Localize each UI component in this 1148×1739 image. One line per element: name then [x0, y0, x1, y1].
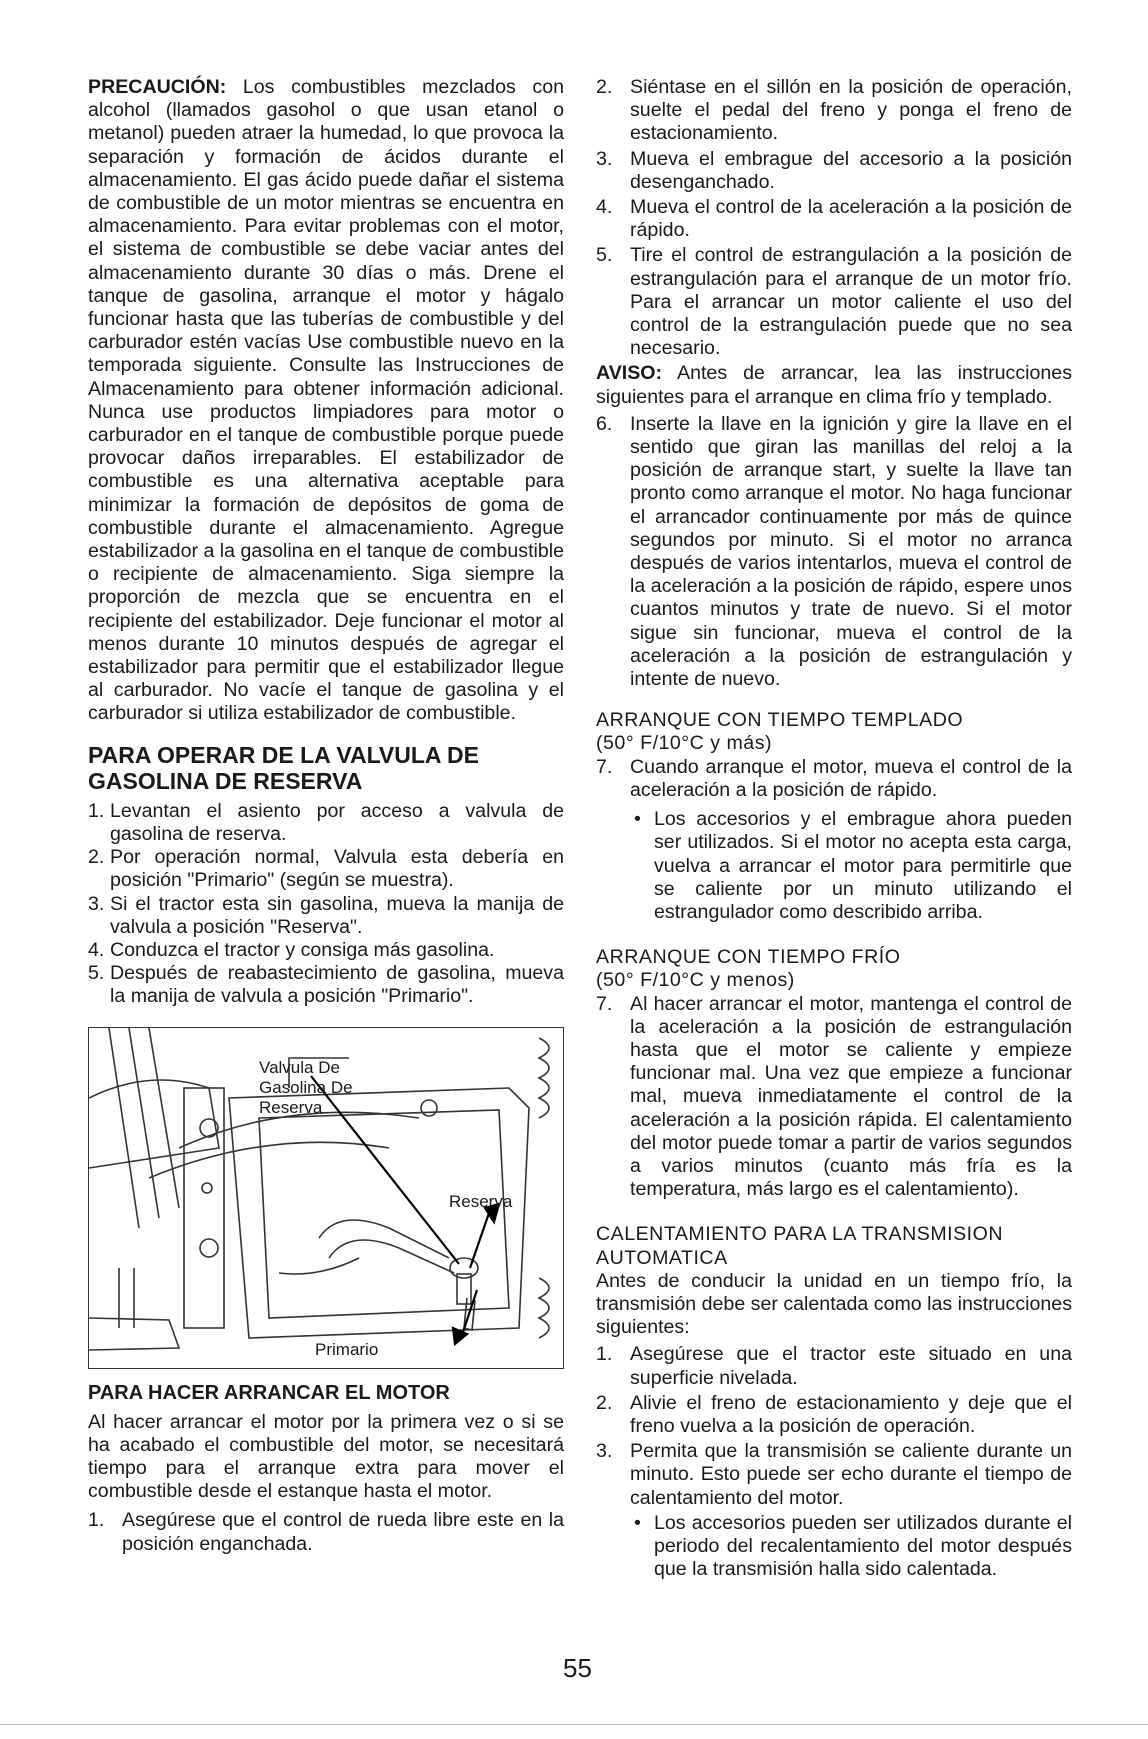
list-item: 5. Después de reabastecimiento de gasolina, mueva la manija de valvula a posición "Primario".	[88, 962, 564, 1008]
notice-text: Antes de arrancar, lea las instrucciones siguientes para el arranque en clima frío y templado.	[596, 362, 1072, 408]
list-item: 1. Levantan el asiento por acceso a valvula de gasolina de reserva.	[88, 799, 564, 845]
caution-text: Los combustibles mezclados con alcohol (llamados gasohol o que usan etanol o metanol) pueden atraer la humedad, lo que provoca la separación y formación de ácidos durante el almacenamiento. El gas ácido puede dañar el sistema de combustible de un motor mientras se encuentra en almacenamiento. Para evitar problemas con el motor, el sistema de combustible se debe vaciar antes del almacenamiento durante 30 días o más. Drene el tanque de gasolina, arranque el motor y hágalo funcionar hasta que las tuberías de combustible y del carburador estén vacías Use combustible nuevo en la temporada siguiente. Consulte las Instrucciones de Almacenamiento para obtener información adicional. Nunca use productos limpiadores para motor o carburador en el tanque de combustible porque puede provocar daños irreparables. El estabilizador de combustible es una alternativa aceptable para minimizar la formación de depósitos de goma de combustible durante el almacenamiento. Agregue estabilizador a la gasolina en el tanque de combustible o recipiente de almacenamiento. Siga siempre la proporción de mezcla que se encuentra en el recipiente del estabilizador. Deje funcionar el motor al menos durante 10 minutos después de agregar el estabilizador para permitir que el estabilizador llegue al carburador. No vacíe el tanque de gasolina y el carburador si utiliza estabilizador de combustible.	[88, 76, 565, 725]
bottom-divider	[0, 1724, 1148, 1725]
reserve-valve-illustration	[88, 1027, 564, 1369]
warm-start-steps	[596, 756, 1072, 802]
list-item: • Los accesorios y el embrague ahora pueden ser utilizados. Si el motor no acepta esta carga, vuelva a arrancar el motor para permitirle que se caliente por un minuto utilizando el estrangulador como describido arriba.	[596, 808, 1072, 924]
right-column	[596, 76, 1072, 1581]
transmission-bullets	[596, 1512, 1072, 1582]
list-item: 3. Si el tractor esta sin gasolina, mueva la manija de valvula a posición "Reserva".	[88, 892, 564, 938]
warm-start-bullets	[596, 808, 1072, 924]
list-item: 2. Siéntase en el sillón en la posición de operación, suelte el pedal del freno y ponga el freno de estacionamiento.	[596, 76, 1072, 145]
page-number: 55	[563, 1653, 592, 1683]
start-steps-continued	[596, 76, 1072, 360]
list-item: 2. Alivie el freno de estacionamiento y deje que el freno vuelva a la posición de operación.	[596, 1391, 1072, 1437]
primary-position-label: Primario	[315, 1339, 379, 1359]
reserve-valve-heading: PARA OPERAR DE LA VALVULA DE GASOLINA DE RESERVA	[88, 741, 480, 794]
cold-start-heading: ARRANQUE CON TIEMPO FRÍO (50° F/10°C y menos)	[596, 946, 901, 992]
transmission-warmup-heading: CALENTAMIENTO PARA LA TRANSMISION AUTOMATICA	[596, 1223, 1004, 1269]
caution-label: PRECAUCIÓN:	[88, 76, 227, 98]
transmission-intro-paragraph: Antes de conducir la unidad en un tiempo frío, la transmisión debe ser calentada como las instrucciones siguientes:	[596, 1269, 1072, 1339]
reserve-steps-list	[88, 800, 564, 1009]
list-item: 7. Cuando arranque el motor, mueva el control de la aceleración a la posición de rápido.	[596, 755, 1072, 801]
list-item: • Los accesorios pueden ser utilizados durante el periodo del recalentamiento del motor después que la transmisión halla sido calentada.	[596, 1512, 1072, 1582]
left-column	[88, 76, 564, 1558]
start-intro-paragraph: Al hacer arrancar el motor por la primera vez o si se ha acabado el combustible del motor, se necesitará tiempo para el arranque extra para mover el combustible desde el estanque hasta el motor.	[88, 1410, 564, 1503]
list-item: 4. Conduzca el tractor y consiga más gasolina.	[88, 938, 495, 961]
list-item: 1. Asegúrese que el tractor este situado en una superficie nivelada.	[596, 1343, 1072, 1389]
transmission-steps	[596, 1343, 1072, 1509]
notice-label: AVISO:	[596, 362, 663, 385]
list-item: 1. Asegúrese que el control de rueda libre este en la posición enganchada.	[88, 1509, 564, 1555]
start-steps-list	[88, 1509, 564, 1555]
list-item: 2. Por operación normal, Valvula esta debería en posición "Primario" (según se muestra).	[88, 846, 564, 892]
warm-start-heading: ARRANQUE CON TIEMPO TEMPLADO (50° F/10°C y más)	[596, 709, 964, 755]
cold-start-steps	[596, 993, 1072, 1202]
list-item: 7. Al hacer arrancar el motor, mantenga el control de la aceleración a la posición de estrangulación hasta que el motor se caliente y empieze funcionar mal. Una vez que empieze a funcionar mal, mueva inmediatamente el control de la aceleración a la posición rápida. El calentamiento del motor puede tomar a partir de varios segundos a varios minutos (cuanto más fría es la temperatura, más largo es el calentamiento).	[596, 992, 1072, 1201]
list-item: 3. Permita que la transmisión se caliente durante un minuto. Esto puede ser echo durante el tiempo de calentamiento del motor.	[596, 1440, 1072, 1509]
list-item: 3. Mueva el embrague del accesorio a la posición desenganchado.	[596, 147, 1072, 193]
list-item: 5. Tire el control de estrangulación a la posición de estrangulación para el arranque de un motor frío. Para el arrancar un motor caliente el uso del control de la estrangulación puede que no sea necesario.	[596, 244, 1072, 360]
list-item: 6. Inserte la llave en la ignición y gire la llave en el sentido que giran las manillas del reloj a la posición de arranque start, y suelte la llave tan pronto como arranque el motor. No haga funcionar el arrancador continuamente por más de quince segundos por minuto. Si el motor no arranca después de varios intentarlos, mueva el control de la aceleración a la posición de rápido, espere unos cuantos minutos y trate de nuevo. Si el motor sigue sin funcionar, mueva el control de la aceleración a la posición de estrangulación y intente de nuevo.	[596, 412, 1072, 691]
start-engine-heading: PARA HACER ARRANCAR EL MOTOR	[88, 1381, 450, 1404]
reserve-position-label: Reserva	[449, 1191, 513, 1211]
caution-paragraph	[88, 76, 564, 726]
ignition-step-list	[596, 413, 1072, 691]
valve-callout-label: Valvula De Gasolina De Reserva	[259, 1057, 353, 1117]
list-item: 4. Mueva el control de la aceleración a la posición de rápido.	[596, 196, 1072, 242]
notice-paragraph	[596, 362, 1072, 408]
